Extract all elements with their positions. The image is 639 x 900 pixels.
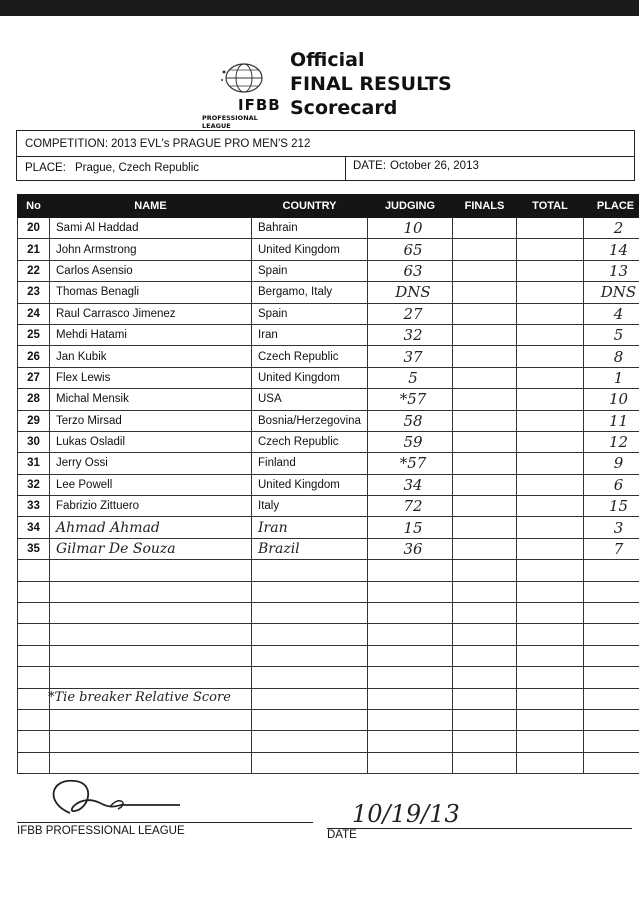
- handwritten-date: 10/19/13: [352, 800, 460, 828]
- empty-cell: [453, 560, 517, 581]
- finals-score: [453, 474, 517, 495]
- empty-cell: [368, 603, 453, 624]
- empty-cell: [368, 752, 453, 773]
- finals-score: [453, 367, 517, 388]
- logo-ifbb-text: IFBB: [238, 96, 281, 114]
- total-score: [517, 260, 584, 281]
- athlete-country: Czech Republic: [252, 431, 368, 452]
- header-no: No: [18, 195, 50, 218]
- total-score: [517, 282, 584, 303]
- final-place-handwritten: 3: [613, 518, 624, 537]
- final-place-handwritten: 4: [613, 304, 624, 323]
- judging-score: [368, 517, 453, 538]
- row-number: 32: [18, 474, 50, 495]
- competition-label: COMPETITION:: [25, 138, 109, 150]
- athlete-country: USA: [252, 389, 368, 410]
- empty-cell: [453, 688, 517, 709]
- athlete-country: Finland: [252, 453, 368, 474]
- empty-cell: [453, 731, 517, 752]
- empty-table-row: [18, 624, 639, 645]
- empty-table-row: [18, 645, 639, 666]
- empty-cell: [584, 709, 639, 730]
- competition-row: [17, 131, 634, 157]
- header-name: NAME: [50, 195, 252, 218]
- empty-cell: [18, 667, 50, 688]
- empty-cell: [252, 731, 368, 752]
- place-label: PLACE:: [25, 162, 66, 174]
- date-line: [327, 828, 632, 829]
- empty-table-row: [18, 581, 639, 602]
- empty-cell: [517, 709, 584, 730]
- empty-cell: [50, 667, 252, 688]
- judging-score-handwritten: *57: [399, 454, 427, 473]
- final-place-handwritten: 7: [613, 540, 624, 559]
- row-number: 26: [18, 346, 50, 367]
- finals-score: [453, 431, 517, 452]
- empty-cell: [18, 645, 50, 666]
- empty-cell: [50, 709, 252, 730]
- final-place: [584, 538, 639, 559]
- empty-cell: [252, 624, 368, 645]
- judging-score: [368, 282, 453, 303]
- empty-cell: [453, 603, 517, 624]
- total-score: [517, 324, 584, 345]
- finals-score: [453, 282, 517, 303]
- table-row: [18, 389, 639, 410]
- empty-table-row: [18, 752, 639, 773]
- row-number: 28: [18, 389, 50, 410]
- table-row: [18, 431, 639, 452]
- table-row: [18, 517, 639, 538]
- athlete-name: John Armstrong: [50, 239, 252, 260]
- finals-score: [453, 389, 517, 410]
- judging-score-handwritten: *57: [399, 390, 427, 409]
- finals-score: [453, 260, 517, 281]
- empty-cell: [50, 560, 252, 581]
- empty-cell: [453, 645, 517, 666]
- row-number: 33: [18, 496, 50, 517]
- judging-score-handwritten: 63: [403, 261, 423, 280]
- empty-cell: [517, 688, 584, 709]
- judging-score: [368, 389, 453, 410]
- empty-table-row: [18, 560, 639, 581]
- athlete-country-handwritten: Brazil: [258, 541, 300, 558]
- judging-score: [368, 453, 453, 474]
- total-score: [517, 303, 584, 324]
- judging-score: [368, 260, 453, 281]
- final-place: [584, 303, 639, 324]
- empty-cell: [584, 603, 639, 624]
- empty-cell: [18, 709, 50, 730]
- empty-cell: [453, 624, 517, 645]
- judging-score-handwritten: 5: [408, 368, 418, 387]
- finals-score: [453, 496, 517, 517]
- athlete-name: Carlos Asensio: [50, 260, 252, 281]
- final-place: [584, 260, 639, 281]
- empty-cell: [517, 752, 584, 773]
- table-row: [18, 324, 639, 345]
- empty-cell: [252, 560, 368, 581]
- empty-cell: [368, 688, 453, 709]
- table-row: [18, 303, 639, 324]
- logo-league-text: PROFESSIONAL LEAGUE: [202, 114, 258, 130]
- final-place: [584, 389, 639, 410]
- final-place: [584, 410, 639, 431]
- empty-cell: [252, 667, 368, 688]
- total-score: [517, 538, 584, 559]
- competition-info-box: [16, 130, 635, 181]
- final-place: [584, 431, 639, 452]
- empty-cell: [584, 667, 639, 688]
- judging-score-handwritten: 15: [403, 518, 423, 537]
- judging-score: [368, 474, 453, 495]
- table-row: [18, 239, 639, 260]
- athlete-country: Czech Republic: [252, 346, 368, 367]
- empty-cell: [18, 581, 50, 602]
- total-score: [517, 410, 584, 431]
- final-place-handwritten: 8: [613, 347, 624, 366]
- judging-score: [368, 538, 453, 559]
- athlete-country: Iran: [252, 324, 368, 345]
- header-country: COUNTRY: [252, 195, 368, 218]
- row-number: 22: [18, 260, 50, 281]
- athlete-name: Raul Carrasco Jimenez: [50, 303, 252, 324]
- judging-score: [368, 303, 453, 324]
- empty-cell: [368, 581, 453, 602]
- athlete-country: Bergamo, Italy: [252, 282, 368, 303]
- empty-cell: [584, 731, 639, 752]
- title-line-2: FINAL RESULTS: [290, 73, 452, 95]
- finals-score: [453, 453, 517, 474]
- athlete-name: Flex Lewis: [50, 367, 252, 388]
- final-place-handwritten: 5: [613, 326, 624, 345]
- empty-cell: [517, 603, 584, 624]
- total-score: [517, 239, 584, 260]
- total-score: [517, 453, 584, 474]
- empty-table-row: [18, 709, 639, 730]
- table-row: [18, 410, 639, 431]
- finals-score: [453, 517, 517, 538]
- table-row: [18, 218, 639, 239]
- judging-score-handwritten: DNS: [395, 283, 431, 302]
- athlete-name: Jerry Ossi: [50, 453, 252, 474]
- empty-cell: [18, 560, 50, 581]
- globe-icon: [220, 60, 264, 96]
- total-score: [517, 218, 584, 239]
- place-value: Prague, Czech Republic: [75, 162, 200, 174]
- empty-cell: [50, 624, 252, 645]
- final-place: [584, 496, 639, 517]
- table-row: [18, 538, 639, 559]
- info-divider: [345, 156, 346, 180]
- empty-cell: [18, 731, 50, 752]
- empty-cell: [50, 603, 252, 624]
- finals-score: [453, 303, 517, 324]
- table-row: [18, 367, 639, 388]
- judging-score-handwritten: 37: [403, 347, 423, 366]
- title-line-3: Scorecard: [290, 97, 398, 119]
- final-place: [584, 282, 639, 303]
- empty-cell: [368, 731, 453, 752]
- judging-score: [368, 324, 453, 345]
- athlete-name-handwritten: Gilmar De Souza: [56, 541, 176, 558]
- empty-cell: [252, 709, 368, 730]
- empty-cell: [517, 624, 584, 645]
- row-number: 20: [18, 218, 50, 239]
- empty-cell: [50, 581, 252, 602]
- table-row: [18, 346, 639, 367]
- empty-cell: [252, 688, 368, 709]
- empty-cell: [368, 624, 453, 645]
- judging-score-handwritten: 27: [403, 304, 423, 323]
- table-row: [18, 282, 639, 303]
- row-number: 24: [18, 303, 50, 324]
- total-score: [517, 389, 584, 410]
- total-score: [517, 474, 584, 495]
- empty-cell: [584, 688, 639, 709]
- final-place-handwritten: 13: [608, 261, 629, 280]
- athlete-country: [252, 538, 368, 559]
- empty-cell: [453, 709, 517, 730]
- empty-cell: [368, 709, 453, 730]
- empty-cell: [517, 645, 584, 666]
- final-place-handwritten: 10: [608, 390, 629, 409]
- finals-score: [453, 346, 517, 367]
- final-place-handwritten: 12: [608, 433, 629, 452]
- total-score: [517, 431, 584, 452]
- judging-score-handwritten: 58: [403, 411, 423, 430]
- header-judging: JUDGING: [368, 195, 453, 218]
- ifbb-logo: [198, 58, 288, 130]
- final-place: [584, 218, 639, 239]
- finals-score: [453, 324, 517, 345]
- empty-cell: [584, 581, 639, 602]
- judging-score-handwritten: 34: [403, 475, 423, 494]
- competition-value: 2013 EVL's PRAGUE PRO MEN'S 212: [111, 138, 311, 150]
- total-score: [517, 346, 584, 367]
- table-row: [18, 496, 639, 517]
- table-row: [18, 260, 639, 281]
- row-number: 34: [18, 517, 50, 538]
- date-label: DATE:: [353, 160, 387, 172]
- empty-cell: [252, 581, 368, 602]
- finals-score: [453, 538, 517, 559]
- athlete-country: Bosnia/Herzegovina: [252, 410, 368, 431]
- row-number: 25: [18, 324, 50, 345]
- table-row: [18, 453, 639, 474]
- athlete-country: United Kingdom: [252, 239, 368, 260]
- row-number: 31: [18, 453, 50, 474]
- empty-cell: [368, 667, 453, 688]
- final-place: [584, 517, 639, 538]
- athlete-name: Lukas Osladil: [50, 431, 252, 452]
- judging-score-handwritten: 36: [403, 540, 423, 559]
- empty-cell: [517, 581, 584, 602]
- final-place-handwritten: 11: [608, 411, 629, 430]
- judging-score-handwritten: 32: [403, 326, 423, 345]
- final-place: [584, 346, 639, 367]
- empty-cell: [453, 667, 517, 688]
- empty-cell: [517, 667, 584, 688]
- judging-score-handwritten: 59: [403, 433, 423, 452]
- final-place-handwritten: 2: [613, 219, 624, 238]
- judging-score: [368, 218, 453, 239]
- empty-cell: [584, 645, 639, 666]
- header-finals: FINALS: [453, 195, 517, 218]
- empty-cell: [252, 752, 368, 773]
- empty-cell: [252, 645, 368, 666]
- row-number: 30: [18, 431, 50, 452]
- judging-score-handwritten: 72: [403, 497, 423, 516]
- date-value: October 26, 2013: [390, 160, 479, 172]
- empty-cell: [453, 581, 517, 602]
- row-number: 29: [18, 410, 50, 431]
- empty-cell: [584, 560, 639, 581]
- final-place-handwritten: 1: [613, 368, 624, 387]
- finals-score: [453, 218, 517, 239]
- empty-cell: [517, 731, 584, 752]
- footer-date-label: DATE: [327, 829, 357, 841]
- final-place: [584, 324, 639, 345]
- athlete-name: Sami Al Haddad: [50, 218, 252, 239]
- judging-score: [368, 346, 453, 367]
- judging-score: [368, 367, 453, 388]
- row-number: 27: [18, 367, 50, 388]
- athlete-name: [50, 538, 252, 559]
- athlete-country-handwritten: Iran: [258, 519, 288, 536]
- empty-table-row: [18, 731, 639, 752]
- athlete-name: [50, 517, 252, 538]
- athlete-name: Mehdi Hatami: [50, 324, 252, 345]
- athlete-name-handwritten: Ahmad Ahmad: [56, 519, 160, 536]
- signature-mark: [40, 773, 180, 821]
- header-total: TOTAL: [517, 195, 584, 218]
- empty-cell: [584, 752, 639, 773]
- empty-cell: [50, 731, 252, 752]
- judging-score: [368, 239, 453, 260]
- tie-breaker-note: *Tie breaker Relative Score: [48, 690, 231, 705]
- table-header-row: [18, 195, 639, 218]
- athlete-country: United Kingdom: [252, 367, 368, 388]
- total-score: [517, 367, 584, 388]
- athlete-country: Spain: [252, 303, 368, 324]
- final-place-handwritten: 15: [608, 497, 629, 516]
- empty-cell: [18, 603, 50, 624]
- athlete-country: Bahrain: [252, 218, 368, 239]
- empty-cell: [368, 645, 453, 666]
- empty-table-row: [18, 667, 639, 688]
- total-score: [517, 517, 584, 538]
- empty-cell: [517, 560, 584, 581]
- empty-cell: [368, 560, 453, 581]
- judging-score: [368, 410, 453, 431]
- athlete-name: Fabrizio Zittuero: [50, 496, 252, 517]
- athlete-country: Spain: [252, 260, 368, 281]
- athlete-name: Jan Kubik: [50, 346, 252, 367]
- row-number: 35: [18, 538, 50, 559]
- athlete-country: United Kingdom: [252, 474, 368, 495]
- judging-score-handwritten: 10: [403, 219, 423, 238]
- empty-cell: [18, 752, 50, 773]
- title-line-1: Official: [290, 49, 365, 71]
- empty-cell: [50, 645, 252, 666]
- finals-score: [453, 239, 517, 260]
- final-place: [584, 239, 639, 260]
- row-number: 23: [18, 282, 50, 303]
- final-place: [584, 474, 639, 495]
- judging-score: [368, 431, 453, 452]
- empty-cell: [50, 752, 252, 773]
- empty-table-row: [18, 603, 639, 624]
- signature-line: [17, 822, 313, 823]
- final-place-handwritten: 14: [608, 240, 629, 259]
- empty-cell: [18, 688, 50, 709]
- final-place-handwritten: 6: [613, 475, 624, 494]
- athlete-name: Thomas Benagli: [50, 282, 252, 303]
- final-place-handwritten: DNS: [600, 283, 637, 302]
- scan-edge-bar: [0, 0, 639, 16]
- header-place: PLACE: [584, 195, 639, 218]
- athlete-name: Michal Mensik: [50, 389, 252, 410]
- judging-score: [368, 496, 453, 517]
- empty-cell: [252, 603, 368, 624]
- results-table: [17, 194, 639, 774]
- league-footer-label: IFBB PROFESSIONAL LEAGUE: [17, 825, 185, 837]
- total-score: [517, 496, 584, 517]
- table-row: [18, 474, 639, 495]
- finals-score: [453, 410, 517, 431]
- athlete-name: Terzo Mirsad: [50, 410, 252, 431]
- empty-cell: [453, 752, 517, 773]
- final-place: [584, 367, 639, 388]
- athlete-country: Italy: [252, 496, 368, 517]
- judging-score-handwritten: 65: [403, 240, 423, 259]
- final-place-handwritten: 9: [613, 454, 624, 473]
- final-place: [584, 453, 639, 474]
- row-number: 21: [18, 239, 50, 260]
- document-title: [290, 48, 452, 120]
- empty-cell: [18, 624, 50, 645]
- athlete-name: Lee Powell: [50, 474, 252, 495]
- athlete-country: [252, 517, 368, 538]
- empty-cell: [584, 624, 639, 645]
